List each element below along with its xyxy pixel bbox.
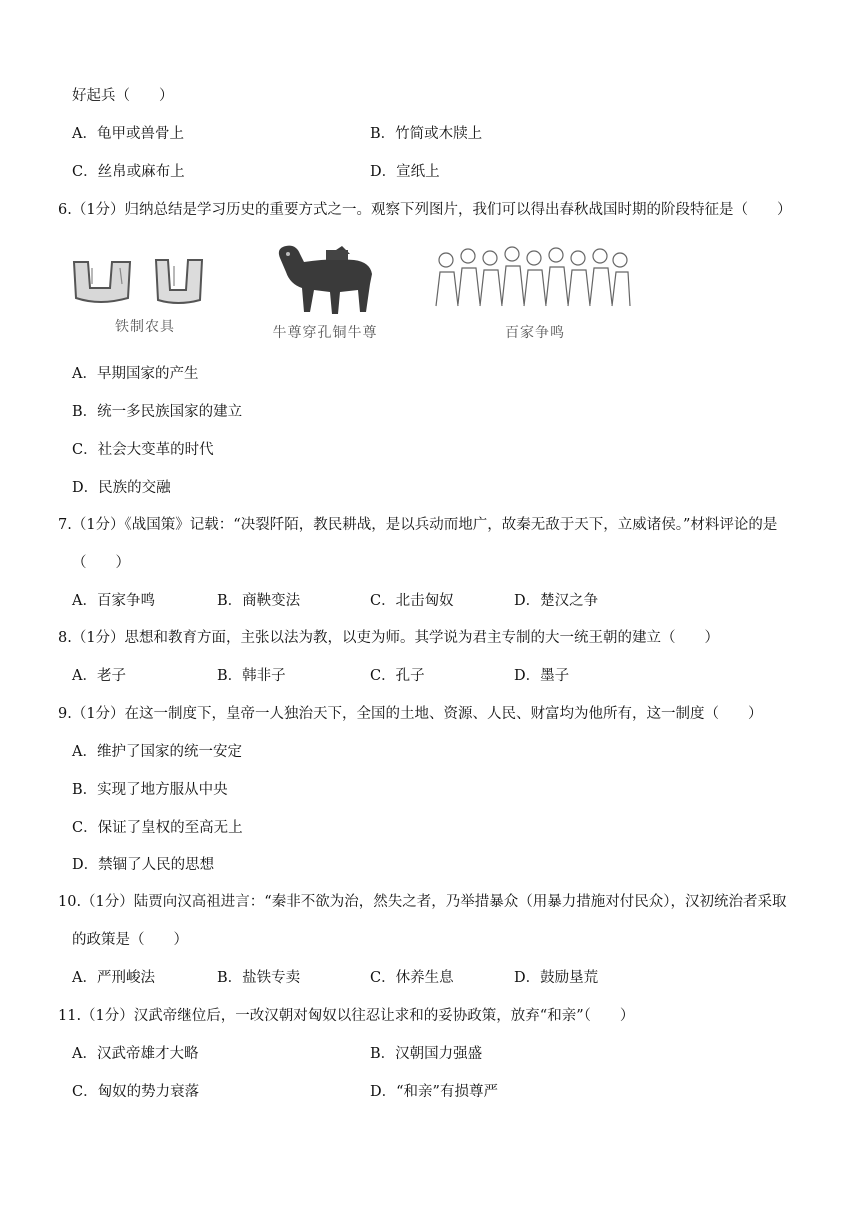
q6-option-a[interactable]: A．早期国家的产生	[72, 366, 199, 382]
q10-option-a[interactable]: A．严刑峻法	[72, 970, 155, 986]
q6-option-c[interactable]: C．社会大变革的时代	[72, 442, 214, 458]
q6-option-d[interactable]: D．民族的交融	[72, 480, 171, 496]
q8-stem: 8.（1分）思想和教育方面，主张以法为教，以吏为师。其学说为君主专制的大一统王朝的建立（ ）	[58, 630, 720, 646]
bronze-ox-image	[270, 240, 380, 320]
q10-option-c[interactable]: C．休养生息	[370, 970, 454, 986]
caption-iron-tools: 铁制农具	[115, 319, 175, 335]
q8-option-d[interactable]: D．墨子	[514, 668, 570, 684]
q6-figures	[60, 236, 640, 346]
q8-option-b[interactable]: B．韩非子	[217, 668, 286, 684]
hundred-schools-image	[432, 244, 632, 310]
q7-stem: 7.（1分）《战国策》记载：“决裂阡陌，教民耕战，是以兵动而地广，故秦无敌于天下，立威诸侯。”材料评论的是	[58, 517, 778, 533]
q7-option-b[interactable]: B．商鞅变法	[217, 593, 301, 609]
q7-stem-cont: （ ）	[72, 555, 130, 571]
q7-option-c[interactable]: C．北击匈奴	[370, 593, 454, 609]
q10-option-d[interactable]: D．鼓励垦荒	[514, 970, 599, 986]
q11-stem: 11.（1分）汉武帝继位后，一改汉朝对匈奴以往忍让求和的妥协政策，放弃“和亲”（ ）	[58, 1008, 635, 1024]
q10-stem-cont: 的政策是（ ）	[72, 932, 188, 948]
iron-tools-image	[70, 254, 210, 310]
q5-tail: 好起兵（ ）	[72, 88, 174, 104]
q9-option-c[interactable]: C．保证了皇权的至高无上	[72, 820, 243, 836]
q11-option-c[interactable]: C．匈奴的势力衰落	[72, 1084, 200, 1100]
q11-option-d[interactable]: D．“和亲”有损尊严	[370, 1084, 498, 1100]
q10-option-b[interactable]: B．盐铁专卖	[217, 970, 301, 986]
q5-option-b[interactable]: B．竹简或木牍上	[370, 126, 483, 142]
q6-option-b[interactable]: B．统一多民族国家的建立	[72, 404, 243, 420]
q5-option-a[interactable]: A．龟甲或兽骨上	[72, 126, 184, 142]
q8-option-a[interactable]: A．老子	[72, 668, 126, 684]
q11-option-a[interactable]: A．汉武帝雄才大略	[72, 1046, 199, 1062]
q5-option-c[interactable]: C．丝帛或麻布上	[72, 164, 185, 180]
q7-option-d[interactable]: D．楚汉之争	[514, 593, 599, 609]
q11-option-b[interactable]: B．汉朝国力强盛	[370, 1046, 483, 1062]
caption-bronze-ox: 牛尊穿孔铜牛尊	[272, 325, 378, 341]
q9-option-a[interactable]: A．维护了国家的统一安定	[72, 744, 242, 760]
q7-option-a[interactable]: A．百家争鸣	[72, 593, 155, 609]
q9-option-d[interactable]: D．禁锢了人民的思想	[72, 857, 215, 873]
q9-option-b[interactable]: B．实现了地方服从中央	[72, 782, 228, 798]
q8-option-c[interactable]: C．孔子	[370, 668, 425, 684]
caption-hundred-schools: 百家争鸣	[505, 325, 565, 341]
q5-option-d[interactable]: D．宣纸上	[370, 164, 440, 180]
q6-stem: 6.（1分）归纳总结是学习历史的重要方式之一。观察下列图片，我们可以得出春秋战国时期的阶段特征是（ ）	[58, 202, 792, 218]
q9-stem: 9.（1分）在这一制度下，皇帝一人独治天下，全国的土地、资源、人民、财富均为他所有，这一制度（ ）	[58, 706, 763, 722]
q10-stem: 10.（1分）陆贾向汉高祖进言：“秦非不欲为治，然失之者，乃举措暴众（用暴力措施对付民众），汉初统治者采取	[58, 894, 787, 910]
